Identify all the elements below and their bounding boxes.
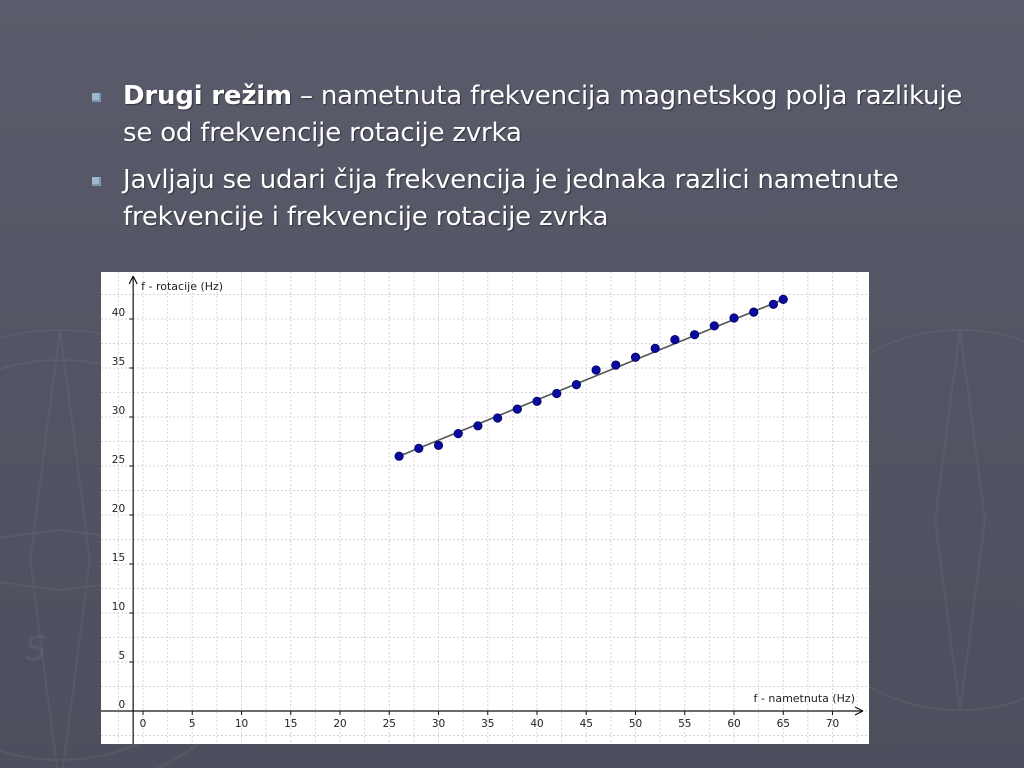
- square-bullet-icon: [92, 93, 101, 102]
- data-point: [395, 452, 403, 460]
- data-point: [572, 380, 580, 388]
- x-tick-label: 60: [727, 718, 741, 730]
- data-point: [533, 397, 541, 405]
- bullet-list: [86, 78, 996, 246]
- x-tick-label: 50: [628, 718, 643, 730]
- data-point: [434, 441, 442, 449]
- data-point: [710, 322, 718, 330]
- y-tick-label: 20: [111, 503, 126, 515]
- data-point: [454, 429, 462, 437]
- data-point: [631, 353, 639, 361]
- x-tick-label: 45: [579, 718, 593, 730]
- data-point: [750, 308, 758, 316]
- data-point: [474, 422, 482, 430]
- x-tick-label: 70: [825, 718, 840, 730]
- frequency-chart: [101, 272, 869, 744]
- bullet-item-2: [86, 162, 996, 236]
- y-tick-label: 10: [111, 601, 126, 613]
- y-tick-label: 15: [111, 552, 126, 564]
- bullet-text: – nametnuta frekvencija magnetskog polja razlikuje se od frekvencije rotacije zvrka: [123, 81, 963, 148]
- y-tick-label: 35: [111, 356, 126, 368]
- svg-text:S: S: [25, 629, 47, 669]
- data-point: [779, 295, 787, 303]
- y-tick-label: 40: [111, 307, 126, 319]
- x-tick-label: 35: [481, 718, 495, 730]
- data-point: [612, 361, 620, 369]
- data-point: [513, 405, 521, 413]
- x-tick-label: 40: [530, 718, 544, 730]
- x-tick-label: 5: [188, 718, 196, 730]
- x-axis-label: f - nametnuta (Hz): [753, 692, 855, 705]
- data-point: [671, 335, 679, 343]
- data-point: [493, 414, 501, 422]
- y-axis-label: f - rotacije (Hz): [141, 280, 224, 293]
- x-tick-label: 25: [382, 718, 396, 730]
- data-point: [651, 344, 659, 352]
- data-point: [730, 314, 738, 322]
- x-tick-label: 0: [139, 718, 147, 730]
- data-point: [415, 444, 423, 452]
- bullet-text: Javljaju se udari čija frekvencija je jednaka razlici nametnute frekvencije i frekvencije rotacije zvrka: [123, 165, 899, 232]
- data-point: [553, 389, 561, 397]
- x-tick-label: 65: [776, 718, 790, 730]
- data-point: [769, 300, 777, 308]
- x-tick-label: 20: [333, 718, 347, 730]
- x-tick-label: 15: [284, 718, 298, 730]
- data-point: [690, 330, 698, 338]
- bullet-bold-term: Drugi režim: [123, 81, 292, 111]
- y-tick-label: 0: [118, 699, 126, 711]
- y-tick-label: 30: [111, 405, 126, 417]
- data-point: [592, 366, 600, 374]
- y-tick-label: 5: [118, 650, 126, 662]
- y-tick-label: 25: [111, 454, 126, 466]
- x-tick-label: 55: [678, 718, 692, 730]
- square-bullet-icon: [92, 177, 101, 186]
- x-tick-label: 10: [234, 718, 249, 730]
- bullet-item-1: [86, 78, 996, 152]
- x-tick-label: 30: [431, 718, 446, 730]
- chart-svg: [101, 272, 869, 744]
